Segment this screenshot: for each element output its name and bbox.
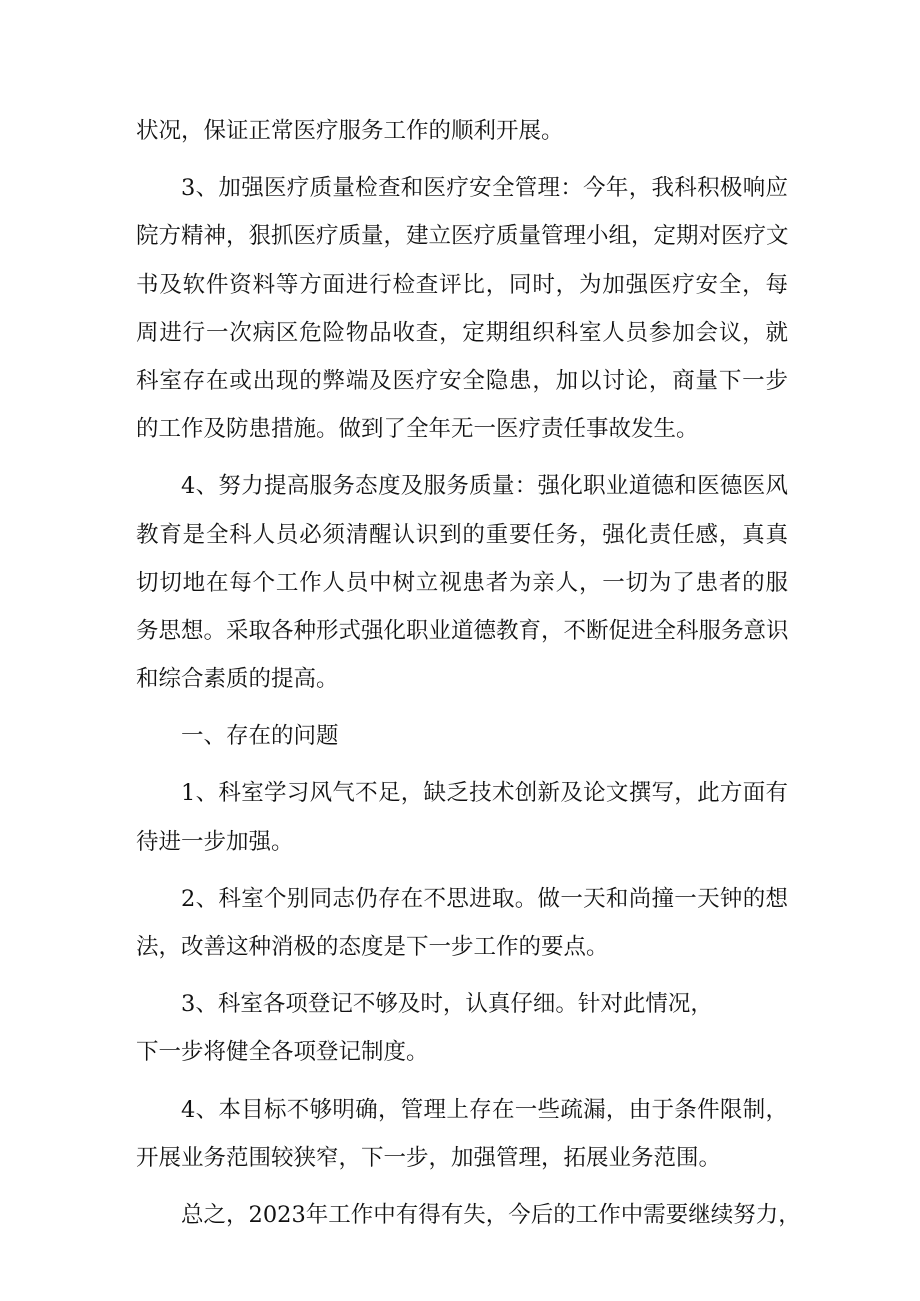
paragraph-gap xyxy=(136,1077,788,1086)
document-body xyxy=(136,107,801,1239)
paragraph xyxy=(136,875,788,971)
paragraph xyxy=(136,164,788,453)
paragraph-line: 和综合素质的提高。 xyxy=(136,666,339,693)
paragraph-line: 3、科室各项登记不够及时，认真仔细。针对此情况， xyxy=(181,991,713,1018)
paragraph-line: 院方精神，狠抓医疗质量，建立医疗质量管理小组，定期对医疗文 xyxy=(136,223,789,250)
paragraph-gap xyxy=(136,703,788,712)
paragraph-line: 一、存在的问题 xyxy=(181,723,339,750)
paragraph-line: 的工作及防患措施。做到了全年无一医疗责任事故发生。 xyxy=(136,416,699,443)
paragraph xyxy=(136,1191,801,1239)
paragraph-line: 开展业务范围较狭窄，下一步，加强管理，拓展业务范围。 xyxy=(136,1144,722,1171)
paragraph-line: 法，改善这种消极的态度是下一步工作的要点。 xyxy=(136,934,609,960)
paragraph-gap xyxy=(136,155,788,164)
paragraph xyxy=(136,462,788,703)
paragraph-gap xyxy=(136,453,788,462)
paragraph-line: 状况，保证正常医疗服务工作的顺利开展。 xyxy=(136,118,564,144)
paragraph xyxy=(136,980,788,1076)
paragraph-line: 4、努力提高服务态度及服务质量：强化职业道德和医德医风 xyxy=(181,473,788,500)
paragraph-line: 切切地在每个工作人员中树立视患者为亲人，一切为了患者的服 xyxy=(136,569,788,596)
paragraph-line: 周进行一次病区危险物品收查，定期组织科室人员参加会议，就 xyxy=(136,319,788,346)
paragraph-line: 教育是全科人员必须清醒认识到的重要任务，强化责任感，真真 xyxy=(136,521,788,548)
paragraph-line: 科室存在或出现的弊端及医疗安全隐患，加以讨论，商量下一步 xyxy=(136,367,788,394)
paragraph xyxy=(136,769,788,865)
paragraph-gap xyxy=(136,760,788,769)
paragraph-gap xyxy=(136,971,788,980)
paragraph-line: 2、科室个别同志仍存在不思进取。做一天和尚撞一天钟的想 xyxy=(181,885,788,912)
paragraph-line: 待进一步加强。 xyxy=(136,828,294,855)
paragraph-line: 总之，2023年工作中有得有失，今后的工作中需要继续努力， xyxy=(181,1201,801,1228)
paragraph xyxy=(136,712,788,760)
paragraph-line: 务思想。采取各种形式强化职业道德教育，不断促进全科服务意识 xyxy=(136,617,789,644)
paragraph xyxy=(136,107,788,155)
paragraph-line: 3、加强医疗质量检查和医疗安全管理：今年，我科积极响应 xyxy=(181,175,788,202)
paragraph-gap xyxy=(136,866,788,875)
paragraph-line: 下一步将健全各项登记制度。 xyxy=(136,1039,429,1066)
paragraph-line: 4、本目标不够明确，管理上存在一些疏漏，由于条件限制， xyxy=(181,1096,788,1123)
paragraph-line: 书及软件资料等方面进行检查评比，同时，为加强医疗安全，每 xyxy=(136,271,788,298)
paragraph-line: 1、科室学习风气不足，缺乏技术创新及论文撰写，此方面有 xyxy=(181,780,788,807)
paragraph xyxy=(136,1086,788,1182)
paragraph-gap xyxy=(136,1182,788,1191)
